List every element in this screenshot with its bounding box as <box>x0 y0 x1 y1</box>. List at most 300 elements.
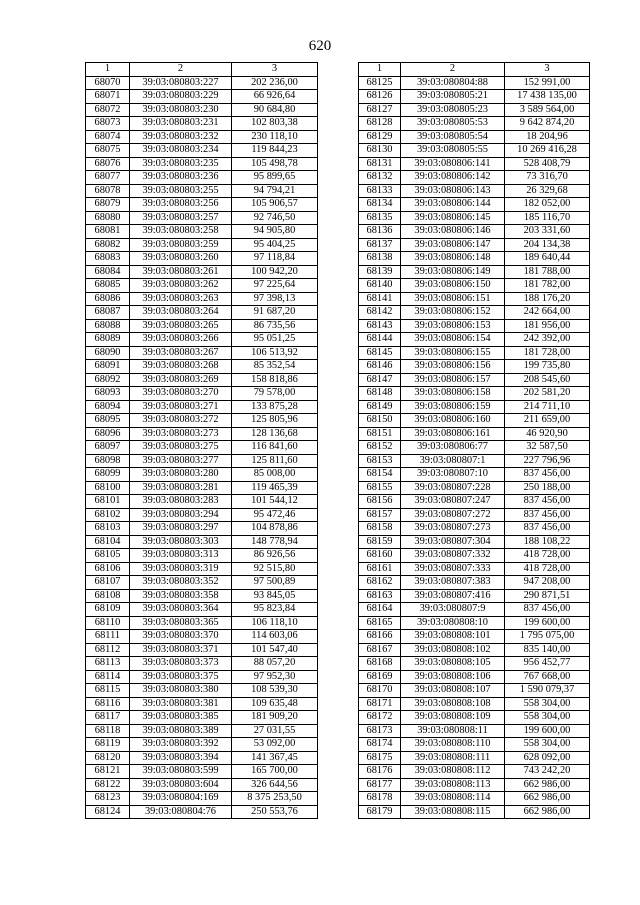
table-row <box>359 130 590 144</box>
row-number-cell: 68104 <box>86 535 130 549</box>
cadastral-number-cell: 39:03:080803:277 <box>130 454 232 468</box>
value-cell: 105 906,57 <box>232 198 318 212</box>
table-row <box>86 454 318 468</box>
row-number-cell: 68164 <box>359 603 401 617</box>
table-row <box>359 198 590 212</box>
value-cell: 837 456,00 <box>505 468 590 482</box>
value-cell: 91 687,20 <box>232 306 318 320</box>
cadastral-number-cell: 39:03:080803:235 <box>130 157 232 171</box>
value-cell: 46 920,90 <box>505 427 590 441</box>
registry-table-right <box>358 62 590 819</box>
value-cell: 116 841,60 <box>232 441 318 455</box>
value-cell: 227 796,96 <box>505 454 590 468</box>
table-row <box>359 441 590 455</box>
row-number-cell: 68101 <box>86 495 130 509</box>
row-number-cell: 68129 <box>359 130 401 144</box>
row-number-cell: 68114 <box>86 670 130 684</box>
cadastral-number-cell: 39:03:080803:234 <box>130 144 232 158</box>
table-row <box>86 373 318 387</box>
cadastral-number-cell: 39:03:080803:385 <box>130 711 232 725</box>
table-row <box>359 360 590 374</box>
value-cell: 106 513,92 <box>232 346 318 360</box>
cadastral-number-cell: 39:03:080803:380 <box>130 684 232 698</box>
cadastral-number-cell: 39:03:080808:115 <box>401 805 505 819</box>
table-row <box>86 481 318 495</box>
table-row <box>86 103 318 117</box>
table-row <box>86 535 318 549</box>
row-number-cell: 68175 <box>359 751 401 765</box>
table-row <box>86 616 318 630</box>
cadastral-number-cell: 39:03:080807:416 <box>401 589 505 603</box>
value-cell: 86 735,56 <box>232 319 318 333</box>
cadastral-number-cell: 39:03:080808:111 <box>401 751 505 765</box>
row-number-cell: 68177 <box>359 778 401 792</box>
value-cell: 105 498,78 <box>232 157 318 171</box>
row-number-cell: 68125 <box>359 76 401 90</box>
cadastral-number-cell: 39:03:080803:229 <box>130 90 232 104</box>
value-cell: 558 304,00 <box>505 697 590 711</box>
value-cell: 92 746,50 <box>232 211 318 225</box>
cadastral-number-cell: 39:03:080805:54 <box>401 130 505 144</box>
cadastral-number-cell: 39:03:080806:160 <box>401 414 505 428</box>
row-number-cell: 68073 <box>86 117 130 131</box>
row-number-cell: 68170 <box>359 684 401 698</box>
value-cell: 94 905,80 <box>232 225 318 239</box>
value-cell: 956 452,77 <box>505 657 590 671</box>
table-row <box>86 414 318 428</box>
value-cell: 79 578,00 <box>232 387 318 401</box>
cadastral-number-cell: 39:03:080808:114 <box>401 792 505 806</box>
cadastral-number-cell: 39:03:080806:148 <box>401 252 505 266</box>
value-cell: 95 823,84 <box>232 603 318 617</box>
table-row <box>359 333 590 347</box>
cadastral-number-cell: 39:03:080806:147 <box>401 238 505 252</box>
row-number-cell: 68136 <box>359 225 401 239</box>
row-number-cell: 68072 <box>86 103 130 117</box>
cadastral-number-cell: 39:03:080803:256 <box>130 198 232 212</box>
cadastral-number-cell: 39:03:080803:268 <box>130 360 232 374</box>
table-row <box>86 522 318 536</box>
value-cell: 108 539,30 <box>232 684 318 698</box>
cadastral-number-cell: 39:03:080803:270 <box>130 387 232 401</box>
cadastral-number-cell: 39:03:080808:112 <box>401 765 505 779</box>
row-number-cell: 68102 <box>86 508 130 522</box>
cadastral-number-cell: 39:03:080803:294 <box>130 508 232 522</box>
table-row <box>86 211 318 225</box>
table-row <box>86 427 318 441</box>
value-cell: 837 456,00 <box>505 508 590 522</box>
value-cell: 8 375 253,50 <box>232 792 318 806</box>
row-number-cell: 68086 <box>86 292 130 306</box>
value-cell: 181 909,20 <box>232 711 318 725</box>
value-cell: 97 500,89 <box>232 576 318 590</box>
value-cell: 528 408,79 <box>505 157 590 171</box>
value-cell: 558 304,00 <box>505 711 590 725</box>
value-cell: 837 456,00 <box>505 495 590 509</box>
table-row <box>359 670 590 684</box>
row-number-cell: 68123 <box>86 792 130 806</box>
table-row <box>86 184 318 198</box>
row-number-cell: 68162 <box>359 576 401 590</box>
row-number-cell: 68171 <box>359 697 401 711</box>
table-row <box>86 724 318 738</box>
value-cell: 947 208,00 <box>505 576 590 590</box>
table-row <box>359 252 590 266</box>
row-number-cell: 68137 <box>359 238 401 252</box>
value-cell: 119 844,23 <box>232 144 318 158</box>
value-cell: 662 986,00 <box>505 792 590 806</box>
cadastral-number-cell: 39:03:080806:141 <box>401 157 505 171</box>
cadastral-number-cell: 39:03:080803:604 <box>130 778 232 792</box>
cadastral-number-cell: 39:03:080807:247 <box>401 495 505 509</box>
table-row <box>86 90 318 104</box>
table-row <box>359 711 590 725</box>
row-number-cell: 68154 <box>359 468 401 482</box>
row-number-cell: 68095 <box>86 414 130 428</box>
table-row <box>359 238 590 252</box>
row-number-cell: 68172 <box>359 711 401 725</box>
cadastral-number-cell: 39:03:080806:146 <box>401 225 505 239</box>
cadastral-number-cell: 39:03:080808:10 <box>401 616 505 630</box>
row-number-cell: 68080 <box>86 211 130 225</box>
cadastral-number-cell: 39:03:080803:389 <box>130 724 232 738</box>
value-cell: 90 684,80 <box>232 103 318 117</box>
row-number-cell: 68124 <box>86 805 130 819</box>
cadastral-number-cell: 39:03:080803:370 <box>130 630 232 644</box>
value-cell: 158 818,86 <box>232 373 318 387</box>
table-row <box>359 805 590 819</box>
cadastral-number-cell: 39:03:080803:258 <box>130 225 232 239</box>
table-row <box>359 117 590 131</box>
value-cell: 73 316,70 <box>505 171 590 185</box>
table-row <box>86 130 318 144</box>
cadastral-number-cell: 39:03:080805:53 <box>401 117 505 131</box>
value-cell: 181 782,00 <box>505 279 590 293</box>
cadastral-number-cell: 39:03:080803:259 <box>130 238 232 252</box>
cadastral-number-cell: 39:03:080806:150 <box>401 279 505 293</box>
cadastral-number-cell: 39:03:080806:161 <box>401 427 505 441</box>
row-number-cell: 68100 <box>86 481 130 495</box>
cadastral-number-cell: 39:03:080803:267 <box>130 346 232 360</box>
value-cell: 94 794,21 <box>232 184 318 198</box>
row-number-cell: 68169 <box>359 670 401 684</box>
value-cell: 128 136,68 <box>232 427 318 441</box>
table-row <box>359 306 590 320</box>
cadastral-number-cell: 39:03:080803:236 <box>130 171 232 185</box>
row-number-cell: 68134 <box>359 198 401 212</box>
cadastral-number-cell: 39:03:080803:281 <box>130 481 232 495</box>
cadastral-number-cell: 39:03:080803:269 <box>130 373 232 387</box>
table-row <box>359 778 590 792</box>
row-number-cell: 68155 <box>359 481 401 495</box>
column-header-1: 1 <box>86 63 130 77</box>
table-row <box>86 711 318 725</box>
cadastral-number-cell: 39:03:080807:383 <box>401 576 505 590</box>
value-cell: 26 329,68 <box>505 184 590 198</box>
row-number-cell: 68176 <box>359 765 401 779</box>
value-cell: 242 664,00 <box>505 306 590 320</box>
table-row <box>359 279 590 293</box>
table-row <box>359 657 590 671</box>
cadastral-number-cell: 39:03:080807:332 <box>401 549 505 563</box>
row-number-cell: 68109 <box>86 603 130 617</box>
cadastral-number-cell: 39:03:080807:272 <box>401 508 505 522</box>
table-row <box>359 603 590 617</box>
table-row <box>359 103 590 117</box>
table-row <box>359 522 590 536</box>
row-number-cell: 68139 <box>359 265 401 279</box>
row-number-cell: 68132 <box>359 171 401 185</box>
row-number-cell: 68096 <box>86 427 130 441</box>
value-cell: 202 236,00 <box>232 76 318 90</box>
value-cell: 17 438 135,00 <box>505 90 590 104</box>
table-row <box>86 738 318 752</box>
cadastral-number-cell: 39:03:080803:265 <box>130 319 232 333</box>
row-number-cell: 68078 <box>86 184 130 198</box>
table-row <box>86 562 318 576</box>
value-cell: 202 581,20 <box>505 387 590 401</box>
table-row <box>359 724 590 738</box>
cadastral-number-cell: 39:03:080808:107 <box>401 684 505 698</box>
value-cell: 3 589 564,00 <box>505 103 590 117</box>
table-row <box>86 400 318 414</box>
value-cell: 326 644,56 <box>232 778 318 792</box>
row-number-cell: 68070 <box>86 76 130 90</box>
cadastral-number-cell: 39:03:080805:21 <box>401 90 505 104</box>
value-cell: 9 642 874,20 <box>505 117 590 131</box>
value-cell: 662 986,00 <box>505 778 590 792</box>
row-number-cell: 68145 <box>359 346 401 360</box>
value-cell: 767 668,00 <box>505 670 590 684</box>
row-number-cell: 68088 <box>86 319 130 333</box>
value-cell: 203 331,60 <box>505 225 590 239</box>
table-row <box>359 319 590 333</box>
value-cell: 102 803,38 <box>232 117 318 131</box>
table-row <box>359 184 590 198</box>
row-number-cell: 68075 <box>86 144 130 158</box>
cadastral-number-cell: 39:03:080806:152 <box>401 306 505 320</box>
row-number-cell: 68131 <box>359 157 401 171</box>
value-cell: 558 304,00 <box>505 738 590 752</box>
row-number-cell: 68146 <box>359 360 401 374</box>
table-row <box>359 373 590 387</box>
row-number-cell: 68085 <box>86 279 130 293</box>
value-cell: 152 991,00 <box>505 76 590 90</box>
cadastral-number-cell: 39:03:080808:11 <box>401 724 505 738</box>
value-cell: 208 545,60 <box>505 373 590 387</box>
table-row <box>86 603 318 617</box>
value-cell: 182 052,00 <box>505 198 590 212</box>
table-row <box>86 387 318 401</box>
row-number-cell: 68110 <box>86 616 130 630</box>
value-cell: 418 728,00 <box>505 562 590 576</box>
cadastral-number-cell: 39:03:080807:228 <box>401 481 505 495</box>
table-row <box>86 333 318 347</box>
row-number-cell: 68126 <box>359 90 401 104</box>
table-row <box>86 198 318 212</box>
row-number-cell: 68099 <box>86 468 130 482</box>
table-row <box>359 76 590 90</box>
value-cell: 95 404,25 <box>232 238 318 252</box>
cadastral-number-cell: 39:03:080807:10 <box>401 468 505 482</box>
row-number-cell: 68074 <box>86 130 130 144</box>
cadastral-number-cell: 39:03:080803:255 <box>130 184 232 198</box>
cadastral-number-cell: 39:03:080805:55 <box>401 144 505 158</box>
cadastral-number-cell: 39:03:080803:266 <box>130 333 232 347</box>
row-number-cell: 68090 <box>86 346 130 360</box>
value-cell: 214 711,10 <box>505 400 590 414</box>
table-row <box>86 346 318 360</box>
row-number-cell: 68165 <box>359 616 401 630</box>
table-row <box>359 630 590 644</box>
table-row <box>86 238 318 252</box>
cadastral-number-cell: 39:03:080803:365 <box>130 616 232 630</box>
row-number-cell: 68113 <box>86 657 130 671</box>
row-number-cell: 68127 <box>359 103 401 117</box>
cadastral-number-cell: 39:03:080803:275 <box>130 441 232 455</box>
value-cell: 32 587,50 <box>505 441 590 455</box>
value-cell: 165 700,00 <box>232 765 318 779</box>
table-row <box>86 360 318 374</box>
registry-table-left <box>85 62 318 819</box>
value-cell: 743 242,20 <box>505 765 590 779</box>
value-cell: 95 899,65 <box>232 171 318 185</box>
table-row <box>86 144 318 158</box>
value-cell: 104 878,86 <box>232 522 318 536</box>
cadastral-number-cell: 39:03:080803:262 <box>130 279 232 293</box>
value-cell: 100 942,20 <box>232 265 318 279</box>
value-cell: 181 788,00 <box>505 265 590 279</box>
row-number-cell: 68160 <box>359 549 401 563</box>
row-number-cell: 68118 <box>86 724 130 738</box>
cadastral-number-cell: 39:03:080808:109 <box>401 711 505 725</box>
cadastral-number-cell: 39:03:080803:358 <box>130 589 232 603</box>
cadastral-number-cell: 39:03:080803:227 <box>130 76 232 90</box>
row-number-cell: 68071 <box>86 90 130 104</box>
row-number-cell: 68130 <box>359 144 401 158</box>
cadastral-number-cell: 39:03:080803:271 <box>130 400 232 414</box>
cadastral-number-cell: 39:03:080803:257 <box>130 211 232 225</box>
cadastral-number-cell: 39:03:080806:143 <box>401 184 505 198</box>
value-cell: 211 659,00 <box>505 414 590 428</box>
value-cell: 250 553,76 <box>232 805 318 819</box>
row-number-cell: 68142 <box>359 306 401 320</box>
cadastral-number-cell: 39:03:080806:142 <box>401 171 505 185</box>
value-cell: 88 057,20 <box>232 657 318 671</box>
cadastral-number-cell: 39:03:080806:149 <box>401 265 505 279</box>
table-row <box>86 792 318 806</box>
value-cell: 204 134,38 <box>505 238 590 252</box>
value-cell: 230 118,10 <box>232 130 318 144</box>
cadastral-number-cell: 39:03:080803:313 <box>130 549 232 563</box>
value-cell: 97 952,30 <box>232 670 318 684</box>
row-number-cell: 68163 <box>359 589 401 603</box>
table-row <box>359 765 590 779</box>
row-number-cell: 68161 <box>359 562 401 576</box>
row-number-cell: 68174 <box>359 738 401 752</box>
table-row <box>359 576 590 590</box>
cadastral-number-cell: 39:03:080803:352 <box>130 576 232 590</box>
row-number-cell: 68103 <box>86 522 130 536</box>
value-cell: 66 926,64 <box>232 90 318 104</box>
value-cell: 106 118,10 <box>232 616 318 630</box>
table-row <box>359 684 590 698</box>
table-row <box>359 616 590 630</box>
value-cell: 835 140,00 <box>505 643 590 657</box>
row-number-cell: 68084 <box>86 265 130 279</box>
value-cell: 101 547,40 <box>232 643 318 657</box>
value-cell: 250 188,00 <box>505 481 590 495</box>
table-row <box>359 589 590 603</box>
table-row <box>359 90 590 104</box>
table-row <box>359 751 590 765</box>
cadastral-number-cell: 39:03:080803:297 <box>130 522 232 536</box>
row-number-cell: 68147 <box>359 373 401 387</box>
row-number-cell: 68173 <box>359 724 401 738</box>
cadastral-number-cell: 39:03:080803:394 <box>130 751 232 765</box>
value-cell: 85 008,00 <box>232 468 318 482</box>
table-row <box>359 225 590 239</box>
cadastral-number-cell: 39:03:080805:23 <box>401 103 505 117</box>
table-row <box>359 144 590 158</box>
value-cell: 1 590 079,37 <box>505 684 590 698</box>
table-row <box>359 414 590 428</box>
row-number-cell: 68112 <box>86 643 130 657</box>
table-row <box>359 292 590 306</box>
cadastral-number-cell: 39:03:080808:102 <box>401 643 505 657</box>
table-row <box>86 549 318 563</box>
table-row <box>86 441 318 455</box>
row-number-cell: 68168 <box>359 657 401 671</box>
table-row <box>86 657 318 671</box>
table-row <box>359 454 590 468</box>
row-number-cell: 68140 <box>359 279 401 293</box>
table-row <box>86 508 318 522</box>
cadastral-number-cell: 39:03:080806:157 <box>401 373 505 387</box>
value-cell: 97 118,84 <box>232 252 318 266</box>
value-cell: 189 640,44 <box>505 252 590 266</box>
page-number: 620 <box>308 38 332 54</box>
value-cell: 10 269 416,28 <box>505 144 590 158</box>
row-number-cell: 68138 <box>359 252 401 266</box>
value-cell: 97 225,64 <box>232 279 318 293</box>
cadastral-number-cell: 39:03:080806:158 <box>401 387 505 401</box>
value-cell: 181 956,00 <box>505 319 590 333</box>
row-number-cell: 68083 <box>86 252 130 266</box>
value-cell: 141 367,45 <box>232 751 318 765</box>
row-number-cell: 68167 <box>359 643 401 657</box>
cadastral-number-cell: 39:03:080803:375 <box>130 670 232 684</box>
value-cell: 114 603,06 <box>232 630 318 644</box>
value-cell: 181 728,00 <box>505 346 590 360</box>
table-row <box>86 751 318 765</box>
value-cell: 95 051,25 <box>232 333 318 347</box>
value-cell: 1 795 075,00 <box>505 630 590 644</box>
row-number-cell: 68121 <box>86 765 130 779</box>
table-row <box>359 792 590 806</box>
cadastral-number-cell: 39:03:080804:88 <box>401 76 505 90</box>
row-number-cell: 68087 <box>86 306 130 320</box>
table-row <box>86 630 318 644</box>
value-cell: 188 176,20 <box>505 292 590 306</box>
row-number-cell: 68156 <box>359 495 401 509</box>
column-header-2: 2 <box>130 63 232 77</box>
row-number-cell: 68151 <box>359 427 401 441</box>
cadastral-number-cell: 39:03:080808:110 <box>401 738 505 752</box>
row-number-cell: 68081 <box>86 225 130 239</box>
row-number-cell: 68076 <box>86 157 130 171</box>
value-cell: 92 515,80 <box>232 562 318 576</box>
